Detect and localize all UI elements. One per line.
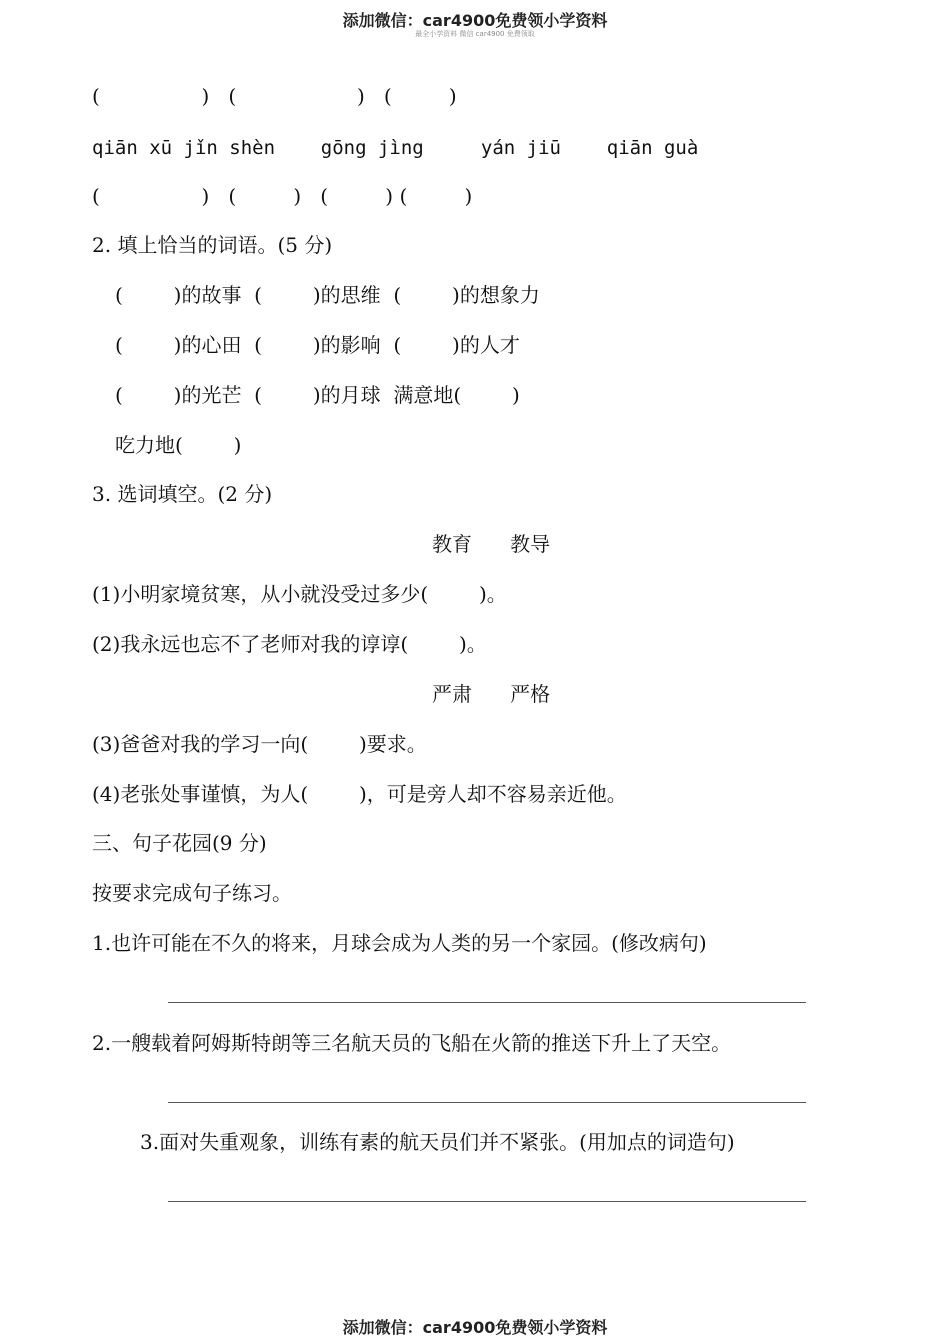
fill-row-4: 吃力地( ) [115, 433, 242, 457]
footer-watermark: 添加微信：car4900免费领小学资料 [342, 1318, 608, 1337]
section3-title: 3. 选词填空。(2 分) [92, 482, 273, 506]
answer-line-2 [168, 1102, 806, 1103]
blank-row-top: ( ) ( ) ( ) [92, 84, 457, 108]
question-2: (2)我永远也忘不了老师对我的谆谆( )。 [92, 632, 487, 656]
sentence-item-3: 3.面对失重观象，训练有素的航天员们并不紧张。(用加点的词造句) [140, 1130, 735, 1154]
answer-line-3 [168, 1201, 806, 1202]
question-3: (3)爸爸对我的学习一向( )要求。 [92, 732, 427, 756]
question-1: (1)小明家境贫寒，从小就没受过多少( )。 [92, 582, 507, 606]
blank-row-bottom: ( ) ( ) ( ) ( ) [92, 184, 473, 208]
fill-row-1: ( )的故事 ( )的思维 ( )的想象力 [115, 283, 540, 307]
sentence-item-2: 2.一艘载着阿姆斯特朗等三名航天员的飞船在火箭的推送下升上了天空。 [92, 1031, 732, 1055]
word-choice-2: 严肃 严格 [432, 682, 551, 706]
part3-title: 三、句子花园(9 分) [92, 831, 267, 855]
section2-title: 2. 填上恰当的词语。(5 分) [92, 233, 333, 257]
fill-row-2: ( )的心田 ( )的影响 ( )的人才 [115, 333, 520, 357]
header-sub-note: 最全小学资料 微信 car4900 免费领取 [415, 30, 535, 38]
header-watermark: 添加微信：car4900免费领小学资料 [342, 11, 608, 30]
fill-row-3: ( )的光芒 ( )的月球 满意地( ) [115, 383, 520, 407]
pinyin-row: qiān xū jǐn shèn gōng jìng yán jiū qiān guà [92, 137, 699, 159]
question-4: (4)老张处事谨慎，为人( )，可是旁人却不容易亲近他。 [92, 782, 627, 806]
sentence-item-1: 1.也许可能在不久的将来，月球会成为人类的另一个家园。(修改病句) [92, 931, 707, 955]
answer-line-1 [168, 1002, 806, 1003]
part3-instruction: 按要求完成句子练习。 [92, 881, 292, 905]
word-choice-1: 教育 教导 [432, 532, 551, 556]
